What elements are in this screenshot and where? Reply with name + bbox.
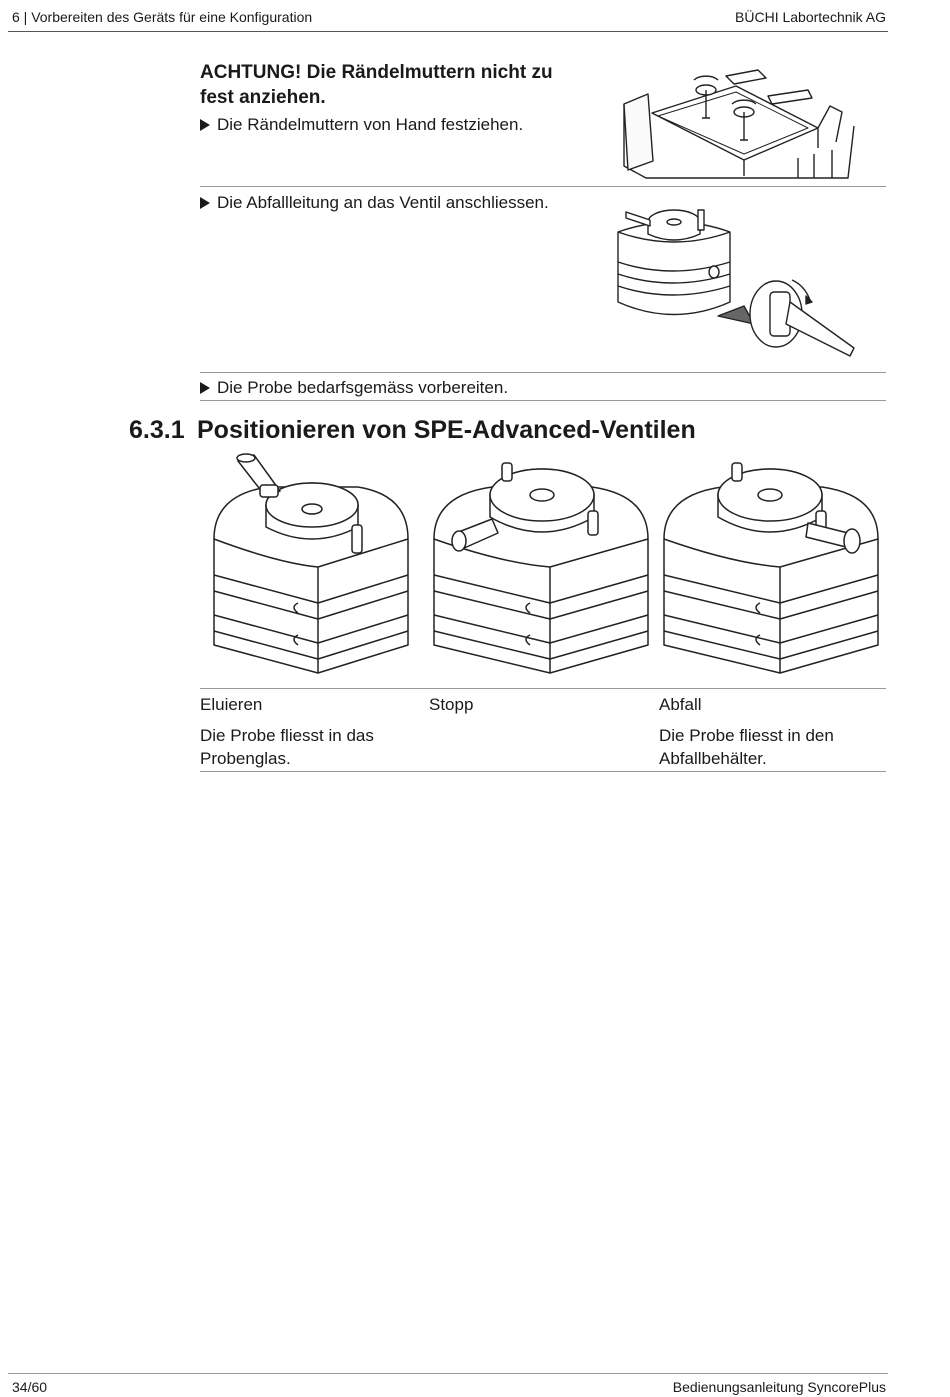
step-3-text: Die Probe bedarfsgemäss vorbereiten. [217,378,509,397]
valve-abfall-illustration [662,455,884,680]
step-divider [200,186,886,187]
step-bullet-icon [200,197,210,209]
step-divider [200,400,886,401]
step-bullet-icon [200,119,210,131]
column-header-eluieren: Eluieren [200,695,263,714]
description-eluieren: Die Probe fliesst in das Probenglas. [200,726,374,768]
header-chapter: 6 | Vorbereiten des Geräts für eine Konfiguration [12,9,313,25]
column-header-stopp: Stopp [429,695,474,714]
valve-eluieren-illustration [208,455,414,680]
valve-stopp-illustration [432,455,654,680]
step-2 [200,192,549,214]
step-1-text: Die Rändelmuttern von Hand festziehen. [217,115,524,134]
footer-rule [8,1373,888,1374]
waste-line-illustration [614,192,859,362]
step-2-text: Die Abfallleitung an das Ventil anschliessen. [217,193,549,212]
section-title: Positionieren von SPE-Advanced-Ventilen [197,416,696,444]
page-number: 34/60 [12,1379,48,1395]
header-rule [8,31,888,32]
step-1 [200,114,523,136]
step-bullet-icon [200,382,210,394]
section-number: 6.3.1 [129,416,185,444]
table-bottom-rule [200,771,886,772]
footer-document-title: Bedienungsanleitung SyncorePlus [672,1379,886,1395]
table-top-rule [200,688,886,689]
step-divider [200,372,886,373]
step-3 [200,377,508,399]
warning-title: ACHTUNG! Die Rändelmuttern nicht zu fest anziehen. [200,62,553,108]
thumb-nut-illustration [618,66,858,181]
column-header-abfall: Abfall [659,695,702,714]
header-company: BÜCHI Labortechnik AG [735,9,886,25]
description-abfall: Die Probe fliesst in den Abfallbehälter. [659,726,834,768]
